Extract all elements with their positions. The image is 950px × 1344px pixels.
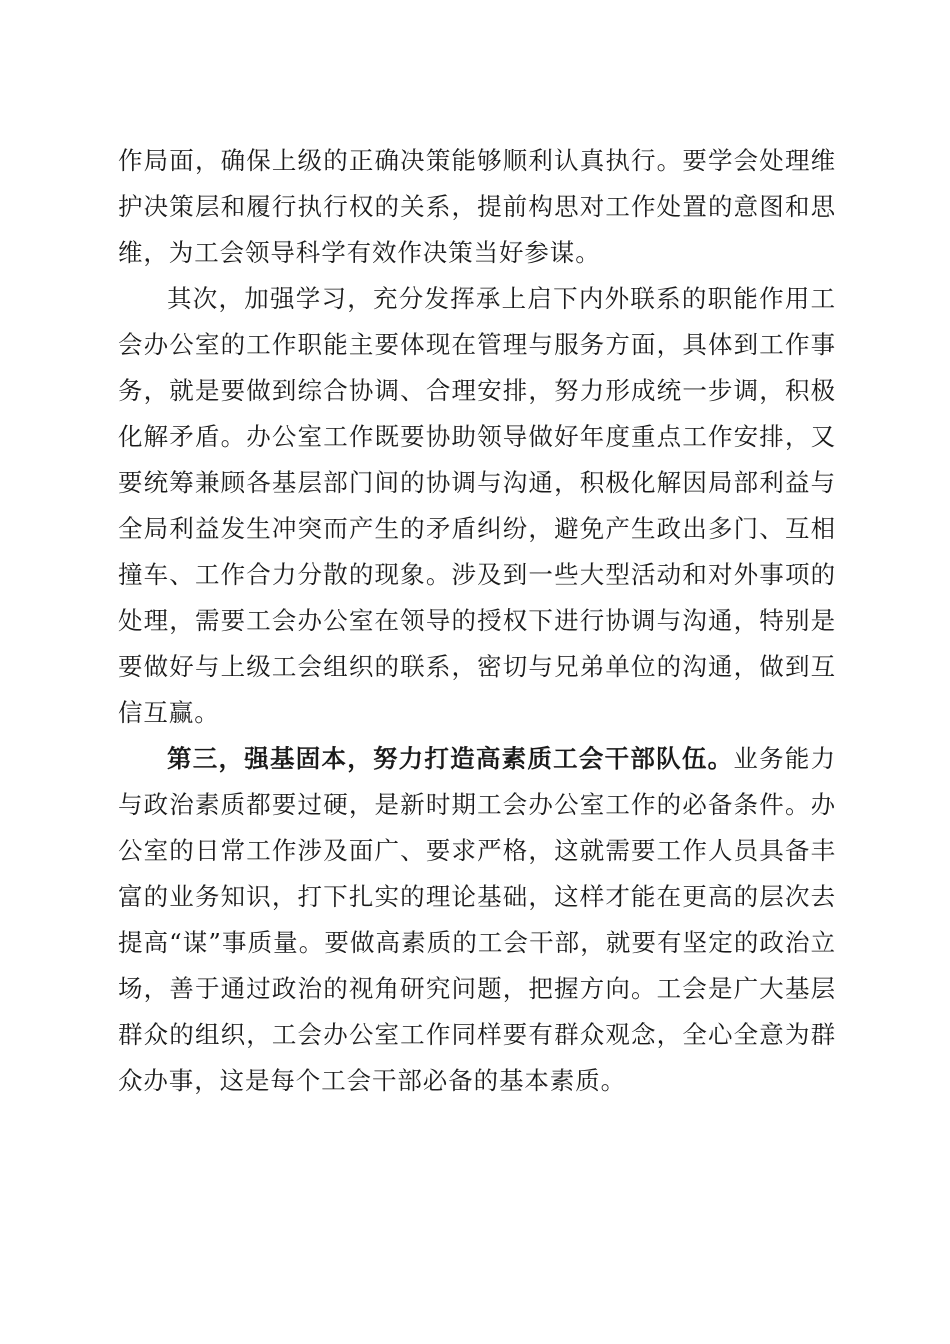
paragraph-2-lead: 其次，加强学习，充分发挥承上启下内外联系的职能作用 (167, 284, 811, 313)
paragraph-3 (118, 736, 836, 1104)
document-body (118, 138, 836, 1104)
paragraph-2-body: 工会办公室的工作职能主要体现在管理与服务方面，具体到工作事务，就是要做到综合协调、合理安排，努力形成统一步调，积极化解矛盾。办公室工作既要协助领导做好年度重点工作安排，又要统筹兼顾各基层部门间的协调与沟通，积极化解因局部利益与全局利益发生冲突而产生的矛盾纠纷，避免产生政出多门、互相撞车、工作合力分散的现象。涉及到一些大型活动和对外事项的处理，需要工会办公室在领导的授权下进行协调与沟通，特别是要做好与上级工会组织的联系，密切与兄弟单位的沟通，做到互信互赢。 (118, 284, 836, 727)
paragraph-3-lead: 第三，强基固本，努力打造高素质工会干部队伍。 (167, 744, 734, 773)
paragraph-3-body: 业务能力与政治素质都要过硬，是新时期工会办公室工作的必备条件。办公室的日常工作涉及面广、要求严格，这就需要工作人员具备丰富的业务知识，打下扎实的理论基础，这样才能在更高的层次去提高“谋”事质量。要做高素质的工会干部，就要有坚定的政治立场，善于通过政治的视角研究问题，把握方向。工会是广大基层群众的组织，工会办公室工作同样要有群众观念，全心全意为群众办事，这是每个工会干部必备的基本素质。 (118, 744, 836, 1095)
paragraph-2 (118, 276, 836, 736)
paragraph-1: 作局面，确保上级的正确决策能够顺利认真执行。要学会处理维护决策层和履行执行权的关系，提前构思对工作处置的意图和思维，为工会领导科学有效作决策当好参谋。 (118, 146, 836, 267)
